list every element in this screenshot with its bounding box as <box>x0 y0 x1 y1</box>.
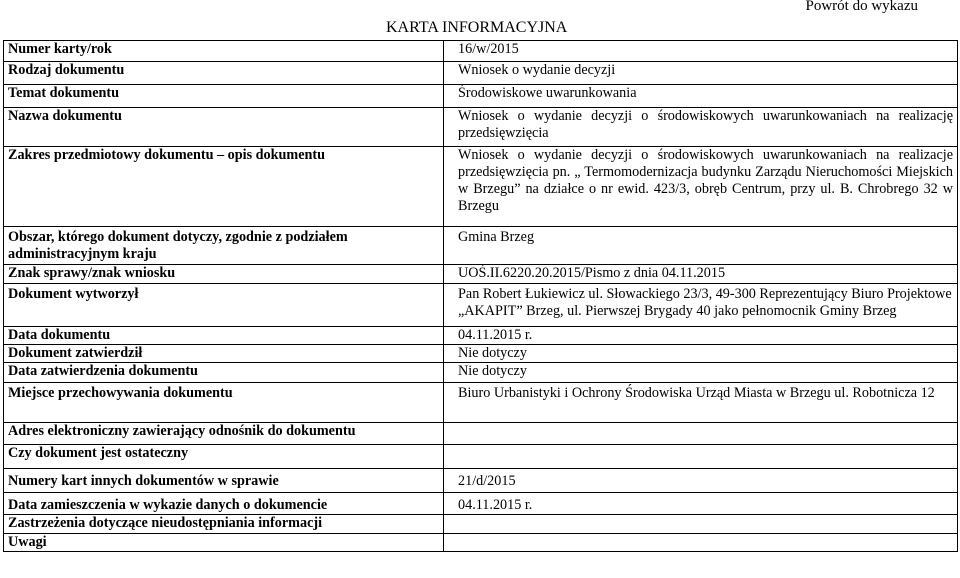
row-value <box>444 445 958 469</box>
row-value: UOŚ.II.6220.20.2015/Pismo z dnia 04.11.2015 <box>444 265 958 284</box>
row-value <box>444 534 958 552</box>
row-label: Obszar, którego dokument dotyczy, zgodnie z podziałem administracyjnym kraju <box>4 227 444 265</box>
table-row <box>4 85 958 108</box>
row-label: Dokument wytworzył <box>4 284 444 327</box>
row-value: Nie dotyczy <box>444 345 958 363</box>
row-label: Znak sprawy/znak wniosku <box>4 265 444 284</box>
row-value: 04.11.2015 r. <box>444 327 958 345</box>
row-label: Data dokumentu <box>4 327 444 345</box>
info-card-rows <box>4 41 958 552</box>
row-label: Zastrzeżenia dotyczące nieudostępniania informacji <box>4 515 444 534</box>
table-row <box>4 147 958 227</box>
table-row <box>4 469 958 493</box>
row-value: 04.11.2015 r. <box>444 493 958 515</box>
table-row <box>4 383 958 423</box>
row-label: Numer karty/rok <box>4 41 444 62</box>
row-value: Wniosek o wydanie decyzji o środowiskowych uwarunkowaniach na realizację przedsięwzięcia <box>444 108 958 147</box>
row-value: Nie dotyczy <box>444 363 958 383</box>
table-row <box>4 445 958 469</box>
row-label: Rodzaj dokumentu <box>4 62 444 85</box>
row-value <box>444 515 958 534</box>
row-label: Numery kart innych dokumentów w sprawie <box>4 469 444 493</box>
row-label: Temat dokumentu <box>4 85 444 108</box>
row-value: 21/d/2015 <box>444 469 958 493</box>
row-value: Środowiskowe uwarunkowania <box>444 85 958 108</box>
row-label: Uwagi <box>4 534 444 552</box>
table-row <box>4 345 958 363</box>
page-title: KARTA INFORMACYJNA <box>386 19 568 36</box>
table-row <box>4 284 958 327</box>
back-to-list-link[interactable]: Powrót do wykazu <box>805 0 918 14</box>
table-row <box>4 327 958 345</box>
table-row <box>4 265 958 284</box>
row-label: Czy dokument jest ostateczny <box>4 445 444 469</box>
row-value: 16/w/2015 <box>444 41 958 62</box>
row-value: Gmina Brzeg <box>444 227 958 265</box>
row-label: Dokument zatwierdził <box>4 345 444 363</box>
row-label: Nazwa dokumentu <box>4 108 444 147</box>
row-value: Wniosek o wydanie decyzji <box>444 62 958 85</box>
table-row <box>4 108 958 147</box>
row-label: Data zatwierdzenia dokumentu <box>4 363 444 383</box>
table-row <box>4 423 958 445</box>
row-label: Zakres przedmiotowy dokumentu – opis dokumentu <box>4 147 444 227</box>
row-label: Adres elektroniczny zawierający odnośnik do dokumentu <box>4 423 444 445</box>
table-row <box>4 62 958 85</box>
row-value: Biuro Urbanistyki i Ochrony Środowiska Urząd Miasta w Brzegu ul. Robotnicza 12 <box>444 383 958 423</box>
table-row <box>4 515 958 534</box>
row-label: Miejsce przechowywania dokumentu <box>4 383 444 423</box>
table-row <box>4 41 958 62</box>
table-row <box>4 363 958 383</box>
table-row <box>4 227 958 265</box>
row-value: Pan Robert Łukiewicz ul. Słowackiego 23/3, 49-300 Reprezentujący Biuro Projektowe „AKAPIT” Brzeg, ul. Pierwszej Brygady 40 jako pełnomocnik Gminy Brzeg <box>444 284 958 327</box>
table-row <box>4 493 958 515</box>
info-card-table <box>3 40 958 552</box>
row-label: Data zamieszczenia w wykazie danych o dokumencie <box>4 493 444 515</box>
row-value <box>444 423 958 445</box>
table-row <box>4 534 958 552</box>
row-value: Wniosek o wydanie decyzji o środowiskowych uwarunkowaniach na realizacje przedsięwzięcia pn. „ Termomodernizacja budynku Zarządu Nieruchomości Miejskich w Brzegu” na działce o nr ewid. 423/3, obręb Centrum, przy ul. B. Chrobrego 32 w Brzegu <box>444 147 958 227</box>
